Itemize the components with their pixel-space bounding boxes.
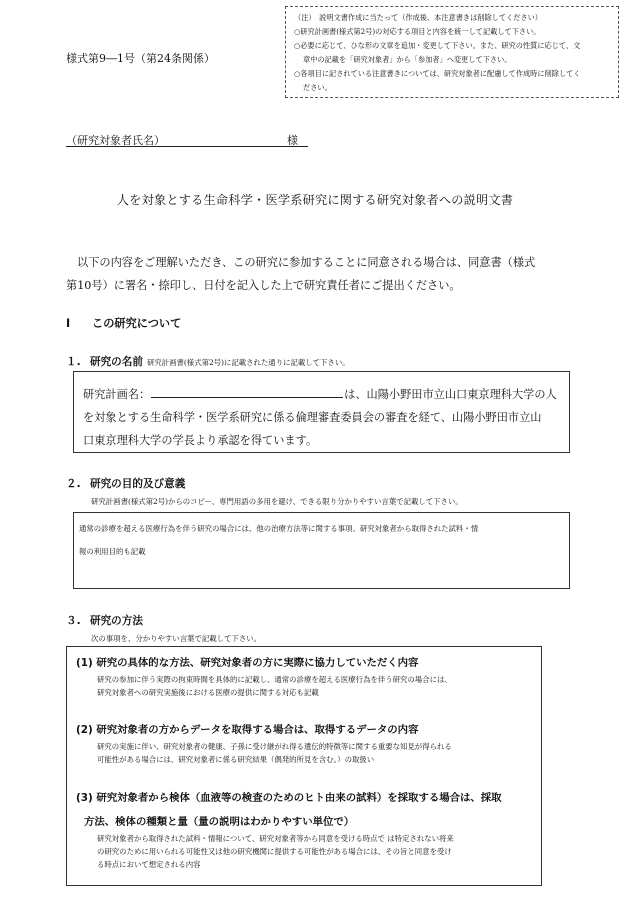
honorific: 様 [287,134,298,147]
method-item [76,789,502,871]
method-item-head: (3) 研究対象者から検体（血液等の検査のためのヒト由来の試料）を採取する場合は、採取 [76,792,502,804]
subject-name-field [66,132,308,147]
note-line: ○必要に応じて、ひな形の文章を追加・変更して下さい。また、研究の性質に応じて、文 [294,41,581,50]
subject-name-label: （研究対象者氏名） [66,134,165,147]
section-heading [66,315,181,331]
note-line: （注） 説明文書作成に当たって（作成後、本注意書きは削除してください） [294,13,542,22]
research-name-line [83,383,560,406]
research-name-blank[interactable] [151,385,343,398]
subsection-number: １. [66,356,81,368]
research-name-suffix: は、山陽小野田市立山口東京理科大学の人 [344,388,557,401]
subsection-heading-name [66,354,350,369]
note-line: ○研究計画書(様式第2号)の対応する項目と内容を統一して記載して下さい。 [294,27,541,36]
purpose-line: 通常の診療を超える医療行為を伴う研究の場合には、他の治療方法等に関する事項、研究対象者から取得された試料・情 [79,524,479,533]
method-item-body: 研究の参加に伴う実際の拘束時間を具体的に記載し、通常の診療を超える医療行為を伴う研究の場合には、 [97,675,452,684]
method-item-head: (2) 研究対象者の方からデータを取得する場合は、取得するデータの内容 [76,724,419,736]
research-name-line: 口東京理科大学の学長より承認を得ています。 [83,434,318,447]
note-line: 章中の記載を「研究対象者」から「参加者」へ変更して下さい。 [303,55,512,64]
research-name-prefix: 研究計画名： [83,388,151,401]
section-title: この研究について [92,317,182,330]
method-item-head: (1) 研究の具体的な方法、研究対象者の方に実際に協力していただく内容 [76,657,419,669]
subsection-heading-purpose [66,476,185,491]
method-item-body: 研究対象者への研究実施後における医療の提供に関する対応も記載 [97,688,319,697]
document-title: 人を対象とする生命科学・医学系研究に関する研究対象者への説明文書 [116,193,514,207]
subsection-note: 研究計画書(様式第2号)に記載された通りに記載して下さい。 [146,358,350,367]
purpose-box [73,512,570,589]
method-item [76,654,452,699]
method-item [76,721,452,766]
method-box [66,646,542,886]
method-item-head: 方法、検体の種類と量（量の説明はわかりやすい単位で） [84,816,355,828]
method-item-body: 可能性がある場合には、研究対象者に係る研究結果（偶発的所見を含む。）の取扱い [97,755,375,764]
research-name-box [73,371,570,453]
form-number: 様式第9―1号（第24条関係） [66,52,215,65]
section-number: Ⅰ [66,317,71,330]
subsection-note: 研究計画書(様式第2号)からのコピー、専門用語の多用を避け、できる限り分かりやすい言葉で記載して下さい。 [91,497,463,506]
subsection-title: 研究の目的及び意義 [90,478,186,490]
method-item-body: る時点において想定される内容 [97,860,201,869]
intro-line: 以下の内容をご理解いただき、この研究に参加することに同意される場合は、同意書（様式 [77,256,536,269]
subsection-number: ３. [66,615,81,627]
note-line: ださい。 [303,83,332,92]
method-item-body: 研究対象者から取得された試料・情報について、研究対象者等から同意を受ける時点で は特定されない将来 [97,834,454,843]
purpose-line: 報の利用目的も記載 [79,547,146,556]
method-item-body: の研究のために用いられる可能性又は他の研究機関に提供する可能性がある場合には、その旨と同意を受け [97,847,452,856]
subsection-title: 研究の名前 [90,356,143,368]
intro-paragraph [66,251,566,297]
research-name-line: を対象とする生命科学・医学系研究に係る倫理審査委員会の審査を経て、山陽小野田市立山 [83,411,542,424]
subsection-number: ２. [66,478,81,490]
subsection-note: 次の事項を、分かりやすい言葉で記載して下さい。 [91,634,261,643]
note-line: ○各項目に記されている注意書きについては、研究対象者に配慮して作成時に削除してく [294,69,581,78]
intro-line: 第10号）に署名・捺印し、日付を記入した上で研究責任者にご提出ください。 [66,279,461,292]
subsection-heading-method [66,613,143,628]
instruction-note-box [285,6,619,98]
method-item-body: 研究の実施に伴い、研究対象者の健康、子孫に受け継がれ得る遺伝的特徴等に関する重要な知見が得られる [97,742,452,751]
subsection-title: 研究の方法 [90,615,143,627]
